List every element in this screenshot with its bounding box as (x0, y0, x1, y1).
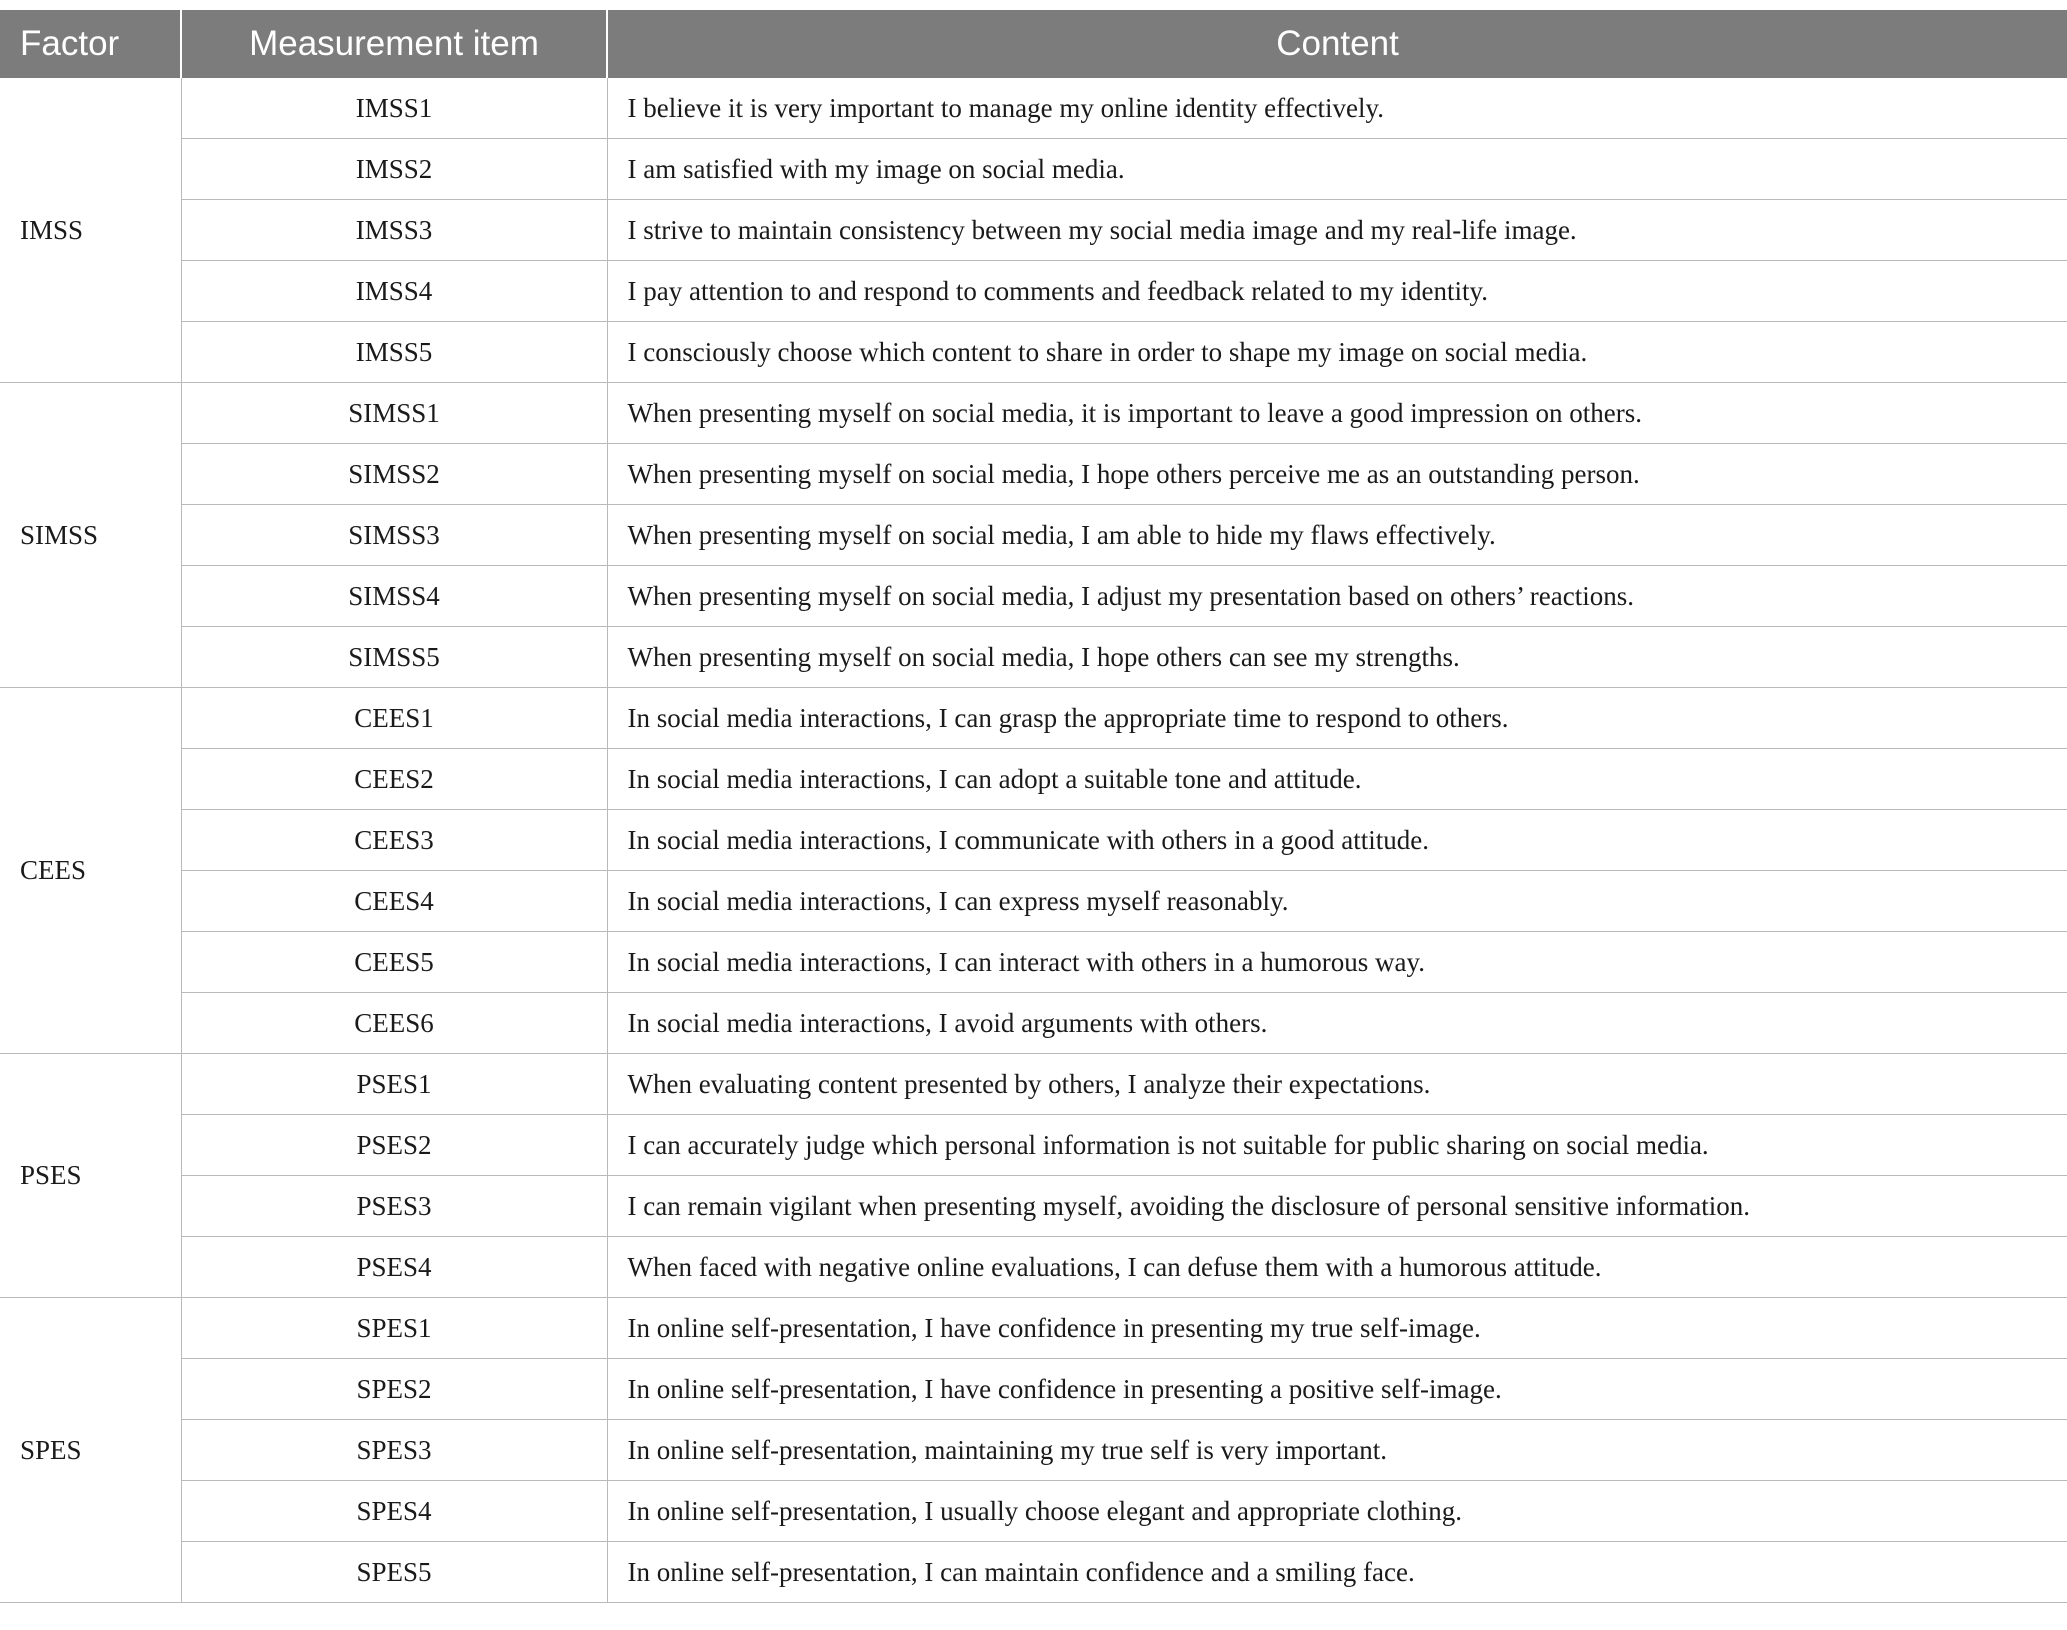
table-row (0, 566, 2067, 627)
measurement-item-cell: PSES1 (181, 1054, 607, 1115)
content-cell: I consciously choose which content to share in order to shape my image on social media. (607, 322, 2067, 383)
table-row (0, 444, 2067, 505)
measurement-item-cell: SIMSS3 (181, 505, 607, 566)
content-cell: I am satisfied with my image on social media. (607, 139, 2067, 200)
content-cell: In social media interactions, I can adopt a suitable tone and attitude. (607, 749, 2067, 810)
measurement-item-cell: SPES5 (181, 1542, 607, 1603)
measurement-item-cell: IMSS4 (181, 261, 607, 322)
measurement-item-cell: SPES1 (181, 1298, 607, 1359)
content-cell: When presenting myself on social media, I hope others can see my strengths. (607, 627, 2067, 688)
table-row (0, 1237, 2067, 1298)
header-measurement-item: Measurement item (181, 10, 607, 78)
measurement-item-cell: SPES2 (181, 1359, 607, 1420)
factor-cell: CEES (0, 688, 181, 1054)
factor-cell: SIMSS (0, 383, 181, 688)
content-cell: In online self-presentation, I can maintain confidence and a smiling face. (607, 1542, 2067, 1603)
table-row (0, 1298, 2067, 1359)
content-cell: In social media interactions, I can grasp the appropriate time to respond to others. (607, 688, 2067, 749)
measurement-items-table (0, 10, 2067, 1603)
content-cell: In social media interactions, I can express myself reasonably. (607, 871, 2067, 932)
table-row (0, 1542, 2067, 1603)
content-cell: I can remain vigilant when presenting myself, avoiding the disclosure of personal sensitive information. (607, 1176, 2067, 1237)
table-row (0, 1115, 2067, 1176)
table-row (0, 1054, 2067, 1115)
content-cell: I can accurately judge which personal information is not suitable for public sharing on social media. (607, 1115, 2067, 1176)
measurement-item-cell: IMSS1 (181, 78, 607, 139)
measurement-item-cell: SIMSS5 (181, 627, 607, 688)
content-cell: When presenting myself on social media, I adjust my presentation based on others’ reactions. (607, 566, 2067, 627)
measurement-item-cell: IMSS2 (181, 139, 607, 200)
content-cell: In online self-presentation, I have confidence in presenting a positive self-image. (607, 1359, 2067, 1420)
measurement-item-cell: PSES3 (181, 1176, 607, 1237)
table-row (0, 932, 2067, 993)
content-cell: When evaluating content presented by others, I analyze their expectations. (607, 1054, 2067, 1115)
content-cell: I believe it is very important to manage my online identity effectively. (607, 78, 2067, 139)
factor-cell: IMSS (0, 78, 181, 383)
table-row (0, 139, 2067, 200)
table-header (0, 10, 2067, 78)
measurement-item-cell: SPES3 (181, 1420, 607, 1481)
table-row (0, 1481, 2067, 1542)
table-row (0, 1420, 2067, 1481)
measurement-item-cell: SPES4 (181, 1481, 607, 1542)
table-body (0, 78, 2067, 1603)
table-row (0, 200, 2067, 261)
header-row (0, 10, 2067, 78)
content-cell: In online self-presentation, I have confidence in presenting my true self-image. (607, 1298, 2067, 1359)
table-row (0, 78, 2067, 139)
table-row (0, 383, 2067, 444)
content-cell: In social media interactions, I can interact with others in a humorous way. (607, 932, 2067, 993)
header-factor: Factor (0, 10, 181, 78)
measurement-item-cell: CEES5 (181, 932, 607, 993)
table-row (0, 749, 2067, 810)
table-row (0, 993, 2067, 1054)
measurement-item-cell: PSES4 (181, 1237, 607, 1298)
table-row (0, 1176, 2067, 1237)
content-cell: In social media interactions, I avoid arguments with others. (607, 993, 2067, 1054)
factor-cell: SPES (0, 1298, 181, 1603)
measurement-item-cell: CEES4 (181, 871, 607, 932)
table-row (0, 505, 2067, 566)
table-row (0, 261, 2067, 322)
measurement-item-cell: PSES2 (181, 1115, 607, 1176)
content-cell: I strive to maintain consistency between my social media image and my real-life image. (607, 200, 2067, 261)
table-row (0, 688, 2067, 749)
measurement-item-cell: SIMSS4 (181, 566, 607, 627)
measurement-item-cell: CEES2 (181, 749, 607, 810)
content-cell: When presenting myself on social media, I hope others perceive me as an outstanding person. (607, 444, 2067, 505)
content-cell: I pay attention to and respond to comments and feedback related to my identity. (607, 261, 2067, 322)
measurement-item-cell: CEES6 (181, 993, 607, 1054)
content-cell: In social media interactions, I communicate with others in a good attitude. (607, 810, 2067, 871)
measurement-item-cell: SIMSS1 (181, 383, 607, 444)
content-cell: When presenting myself on social media, I am able to hide my flaws effectively. (607, 505, 2067, 566)
content-cell: When presenting myself on social media, it is important to leave a good impression on others. (607, 383, 2067, 444)
table-row (0, 871, 2067, 932)
table-row (0, 627, 2067, 688)
measurement-item-cell: IMSS5 (181, 322, 607, 383)
measurement-item-cell: SIMSS2 (181, 444, 607, 505)
content-cell: In online self-presentation, I usually choose elegant and appropriate clothing. (607, 1481, 2067, 1542)
table-row (0, 322, 2067, 383)
measurement-item-cell: CEES1 (181, 688, 607, 749)
content-cell: In online self-presentation, maintaining my true self is very important. (607, 1420, 2067, 1481)
table-row (0, 1359, 2067, 1420)
header-content: Content (607, 10, 2067, 78)
content-cell: When faced with negative online evaluations, I can defuse them with a humorous attitude. (607, 1237, 2067, 1298)
factor-cell: PSES (0, 1054, 181, 1298)
measurement-item-cell: IMSS3 (181, 200, 607, 261)
measurement-item-cell: CEES3 (181, 810, 607, 871)
table-row (0, 810, 2067, 871)
